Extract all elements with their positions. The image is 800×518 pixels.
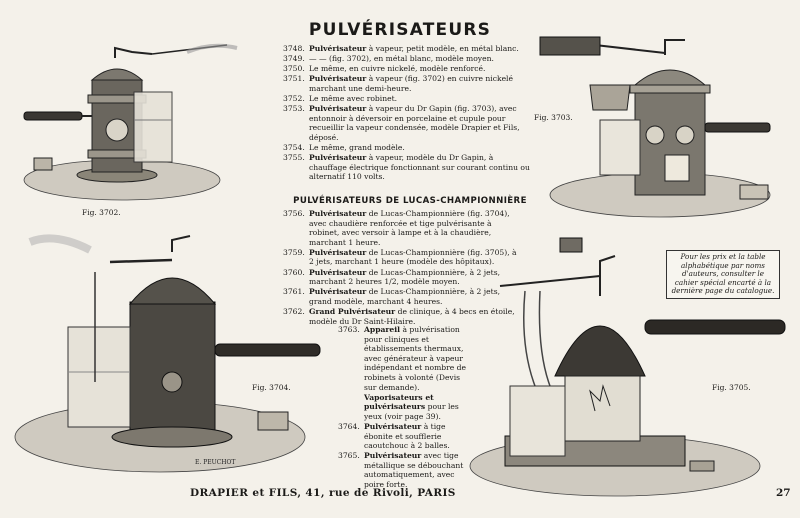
- publisher-footer: DRAPIER et FILS, 41, rue de Rivoli, PARIS: [190, 487, 456, 499]
- entry-3763: 3763. Appareil à pulvérisation pour cliniques et établissements thermaux, avec générateur à vapeur indépendant et nombre de robinets à volonté (Devis sur demande).: [338, 325, 467, 392]
- entry-3760: 3760. Pulvérisateur de Lucas-Championnière, à 2 jets, marchant 2 heures 1/2, modèle moyen.: [283, 267, 501, 287]
- sprayer-illustration-3704: [10, 232, 330, 477]
- page-number: 27: [776, 487, 791, 499]
- entry-3754: 3754. Le même, grand modèle.: [283, 142, 405, 152]
- caption-fig-3703: Fig. 3703.: [534, 113, 573, 122]
- top-entries: [283, 44, 533, 182]
- entry-3751: 3751. Pulvérisateur à vapeur (fig. 3702) en cuivre nickelé marchant une demi-heure.: [283, 74, 513, 93]
- entry-3749: 3749. — — (fig. 3702), en métal blanc, modèle moyen.: [283, 54, 494, 64]
- entry-3759: 3759. Pulvérisateur de Lucas-Championnière (fig. 3705), à 2 jets, marchant 1 heure (modèle des hôpitaux).: [283, 247, 517, 267]
- entry-vaporisateurs: Vaporisateurs et pulvérisateurs pour les yeux (voir page 39).: [364, 392, 459, 421]
- engraver-signature: E. PEUCHOT: [195, 459, 236, 466]
- price-reference-note: Pour les prix et la table alphabétique par noms d'auteurs, consulter le cahier spécial encarté à la dernière page du catalogue.: [666, 250, 780, 299]
- caption-fig-3705: Fig. 3705.: [712, 383, 751, 392]
- entry-3750: 3750. Le même, en cuivre nickelé, modèle renforcé.: [283, 64, 486, 74]
- entry-3752: 3752. Le même avec robinet.: [283, 93, 398, 103]
- entry-3756: 3756. Pulvérisateur de Lucas-Championnière (fig. 3704), avec chaudière renforcée et tige pulvérisante à robinet, avec versoir à lampe et à la chaudière, marchant 1 heure.: [283, 209, 510, 247]
- entry-3755: 3755. Pulvérisateur à vapeur, modèle du Dr Gapin, à chauffage électrique fonctionnant sur courant continu ou alternatif 110 volts.: [283, 153, 530, 182]
- bottom-entries: [283, 209, 523, 327]
- caption-fig-3702: Fig. 3702.: [82, 208, 121, 217]
- entry-3765: 3765. Pulvérisateur avec tige métallique se débouchant automatiquement, avec poire forte.: [338, 451, 464, 489]
- narrow-entries: [338, 325, 468, 490]
- entry-3753: 3753. Pulvérisateur à vapeur du Dr Gapin (fig. 3703), avec entonnoir à déversoir en porcelaine et cupule pour recueillir la vapeur condensée, modèle Drapier et Fils, déposé.: [283, 104, 520, 142]
- entry-3748: 3748. Pulvérisateur à vapeur, petit modèle, en métal blanc.: [283, 44, 519, 53]
- caption-fig-3704: Fig. 3704.: [252, 383, 291, 392]
- entry-3761: 3761. Pulvérisateur de Lucas-Championnière, à 2 jets, grand modèle, marchant 4 heures.: [283, 287, 501, 306]
- section-title: PULVÉRISATEURS DE LUCAS-CHAMPIONNIÈRE: [293, 196, 527, 206]
- entry-3764: 3764. Pulvérisateur à tige ébonite et soufflerie caoutchouc à 2 balles.: [338, 421, 450, 451]
- entry-3762: 3762. Grand Pulvérisateur de clinique, à 4 becs en étoile, modèle du Dr Saint-Hilaire.: [283, 306, 515, 326]
- sprayer-illustration-3703: [535, 25, 790, 220]
- page-title: PULVÉRISATEURS: [308, 20, 492, 40]
- sprayer-illustration-3702: [22, 40, 247, 205]
